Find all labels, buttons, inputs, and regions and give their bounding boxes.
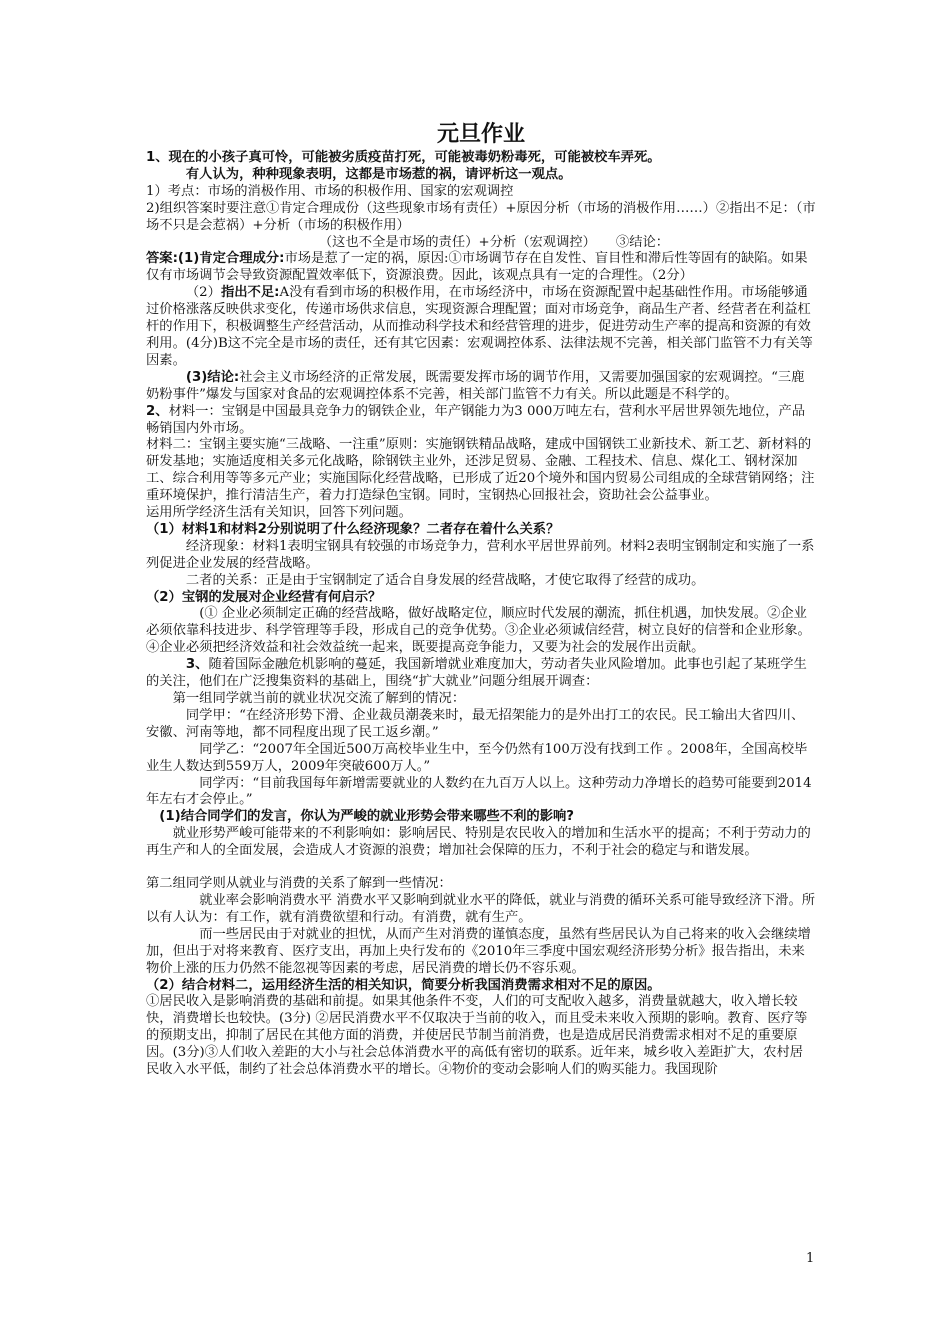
q1-answer-3 (146, 370, 816, 404)
q2-subquestion-2: （2）宝钢的发展对企业经营有何启示？ (146, 589, 382, 605)
q1-answer-1 (146, 251, 816, 285)
q2-material-2: 材料二：宝钢主要实施“三战略、一注重”原则：实施钢铁精品战略，建成中国钢铁工业新技术、新工艺、新材料的研发基地；实施适度相关多元化战略，除钢铁主业外，还涉足贸易、金融、工程技术、信息、煤化工、钢材深加工、综合利用等等多元产业；实施国际化经营战略，已形成了近20个境外和国内贸易公司组成的全球营销网络；注重环境保护，推行清洁生产，着力打造绿色宝钢。同时，宝钢热心回报社会，资助社会公益事业。 (146, 437, 815, 504)
answer-1-body: 市场是惹了一定的祸，原因:①市场调节存在自发性、盲目性和滞后性等固有的缺陷。如果仅有市场调节会导致资源配置效率低下，资源浪费。因此，该观点具有一定的合理性。（2分） (146, 251, 808, 284)
answer-2-body: A没有看到市场的积极作用，在市场经济中，市场在资源配置中起基础性作用。市场能够通过价格涨落反映供求变化，传递市场供求信息，实现资源合理配置；面对市场竞争，商品生产者、经营者在利益杠杆的作用下，积极调整生产经营活动，从而推动科学技术和经营管理的进步，促进劳动生产率的提高和资源的有效利用。(4分)B这不完全是市场的责任，还有其它因素：宏观调控体系、法律法规不完善，相关部门监管不力有关等因素。 (146, 285, 813, 368)
answer-2-heading: 指出不足: (220, 285, 280, 301)
q2-sq2-answer: (① 企业必须制定正确的经营战略，做好战略定位，顺应时代发展的潮流，抓住机遇，加快发展。②企业必须依靠科技进步、科学管理等手段，形成自己的竞争优势。③企业必须诚信经营，树立良好的信誉和企业形象。④企业必须把经济效益和社会效益统一起来，既要提高竞争能力，又要为社会的发展作出贡献。 (146, 606, 811, 656)
q3-subquestion-1: (1)结合同学们的发言，你认为严峻的就业形势会带来哪些不利的影响? (159, 809, 575, 825)
page-title: 元旦作业 (436, 122, 525, 147)
q3-student-b: 同学乙：“2007年全国近500万高校毕业生中，至今仍然有100万没有找到工作 。2008年，全国高校毕业生人数达到559万人，2009年突破600万人。” (146, 741, 808, 774)
q1-kaodian: 1）考点：市场的消极作用、市场的积极作用、国家的宏观调控 (146, 183, 514, 199)
q3-intro (146, 657, 816, 691)
q3-student-a: 同学甲：“在经济形势下滑、企业裁员潮袭来时，最无招架能力的是外出打工的农民。民工输出大省四川、安徽、河南等地，都不同程度出现了民工返乡潮。” (146, 707, 805, 740)
q3-number: 3、 (185, 657, 209, 673)
q3-group-2: 第二组同学则从就业与消费的关系了解到一些情况： (146, 876, 452, 892)
q2-subquestion-1: （1）材料1和材料2分别说明了什么经济现象？二者存在着什么关系？ (146, 521, 560, 537)
q2-number: 2、 (146, 403, 169, 419)
q1-stem: 1、现在的小孩子真可怜，可能被劣质疫苗打死，可能被毒奶粉毒死，可能被校车弄死。 (146, 150, 661, 165)
answer-3-body: 社会主义市场经济的正常发展，既需要发挥市场的调节作用，又需要加强国家的宏观调控。“三鹿奶粉事件”爆发与国家对食品的宏观调控体系不完善，相关部门监管不力有关。所以此题是不科学的。 (146, 369, 805, 402)
q3-intro-text: 随着国际金融危机影响的蔓延，我国新增就业难度加大，劳动者失业风险增加。此事也引起了某班学生的关注，他们在广泛搜集资料的基础上，围绕“扩大就业”问题分组展开调查： (146, 657, 807, 690)
q3-subquestion-2: （2）结合材料二，运用经济生活的相关知识，简要分析我国消费需求相对不足的原因。 (146, 977, 661, 993)
q1-zuzhi-2: （这也不全是市场的责任）+分析（宏观调控） ③结论： (318, 234, 670, 250)
answer-2-number: （2） (185, 285, 221, 301)
q1-answer-2 (146, 285, 816, 370)
spacer (146, 860, 816, 876)
answer-label: 答案: (146, 251, 178, 267)
q2-sq1-answer-1: 经济现象：材料1表明宝钢具有较强的市场竞争力，营利水平居世界前列。材料2表明宝钢制定和实施了一系列促进企业发展的经营战略。 (146, 538, 815, 571)
q2-material-1 (146, 404, 816, 438)
page-number: 1 (806, 1251, 815, 1266)
q3-group-1: 第一组同学就当前的就业状况交流了解到的情况： (172, 691, 466, 706)
q3-group-2-para-2: 而一些居民由于对就业的担忧，从而产生对消费的谨慎态度，虽然有些居民认为自己将来的收入会继续增加，但出于对将来教育、医疗支出，再加上央行发布的《2010年三季度中国宏观经济形势分析》报告指出，未来物价上涨的压力仍然不能忽视等因素的考虑，居民消费的增长仍不容乐观。 (146, 926, 811, 976)
q3-student-c: 同学丙：“目前我国每年新增需要就业的人数约在九百万人以上。这种劳动力净增长的趋势可能要到2014年左右才会停止。” (146, 775, 812, 808)
document-body (146, 120, 816, 1079)
q3-group-2-para-1: 就业率会影响消费水平 消费水平又影响到就业水平的降低，就业与消费的循环关系可能导致经济下滑。所以有人认为：有工作，就有消费欲望和行动。有消费，就有生产。 (146, 892, 816, 925)
q1-stem-2: 有人认为，种种现象表明，这都是市场惹的祸，请评析这一观点。 (185, 166, 572, 182)
q2-task: 运用所学经济生活有关知识，回答下列问题。 (146, 505, 412, 521)
q3-sq2-answer: ①居民收入是影响消费的基础和前提。如果其他条件不变，人们的可支配收入越多，消费量就越大，收入增长较快，消费增长也较快。(3分) ②居民消费水平不仅取决于当前的收入，而且受未来收入预期的影响。教育、医疗等的预期支出，抑制了居民在其他方面的消费，并使居民节制当前消费，也是造成居民消费需求相对不足的重要原因。(3分)③人们收入差距的大小与社会总体消费水平的高低有密切的联系。近年来，城乡收入差距扩大，农村居民收入水平低，制约了社会总体消费水平的增长。④物价的变动会影响人们的购买能力。我国现阶 (146, 994, 808, 1078)
q3-sq1-answer: 就业形势严峻可能带来的不利影响如：影响居民、特别是农民收入的增加和生活水平的提高；不利于劳动力的再生产和人的全面发展，会造成人才资源的浪费；增加社会保障的压力，不利于社会的稳定与和谐发展。 (146, 826, 811, 859)
answer-1-heading: (1)肯定合理成分: (177, 251, 285, 267)
q1-zuzhi: 2)组织答案时要注意①肯定合理成份（这些现象市场有责任）+原因分析（市场的消极作用……）②指出不足：（市场不只是会惹祸）+分析（市场的积极作用） (146, 200, 816, 233)
q2-material-1-text: 材料一：宝钢是中国最具竞争力的钢铁企业，年产钢能力为3 000万吨左右，营利水平居世界领先地位，产品畅销国内外市场。 (146, 403, 805, 436)
answer-3-heading: (3)结论: (185, 369, 240, 385)
q2-sq1-answer-2: 二者的关系：正是由于宝钢制定了适合自身发展的经营战略，才使它取得了经营的成功。 (185, 572, 705, 588)
